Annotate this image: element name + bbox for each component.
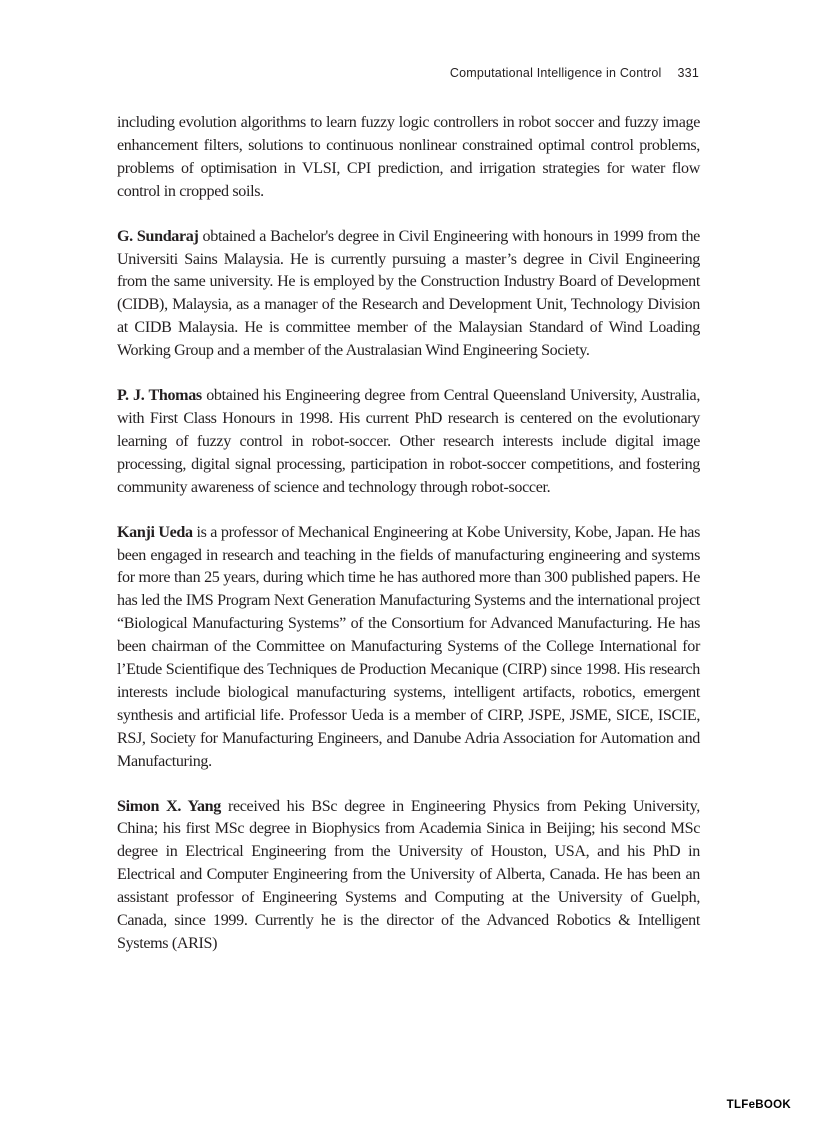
bio-text: received his BSc degree in Engineering Physics from Peking University, China; his first MSc degree in Biophysics from Academia Sinica in Beijing; his second MSc degree in Electrical Engineering from the University of Houston, USA, and his PhD in Electrical and Computer Engineering from the University of Alberta, Canada. He has been an assistant professor of Engineering Systems and Computing at the University of Guelph, Canada, since 1999. Currently he is the director of the Advanced Robotics & Intelligent Systems (ARIS) (117, 797, 700, 952)
bio-yang (117, 796, 700, 956)
page-number: 331 (677, 66, 699, 80)
running-head-title: Computational Intelligence in Control (449, 66, 662, 80)
running-head (450, 66, 699, 80)
bio-text: obtained a Bachelor's degree in Civil Engineering with honours in 1999 from the Universiti Sains Malaysia. He is currently pursuing a master’s degree in Civil Engineering from the same university. He is employed by the Construction Industry Board of Development (CIDB), Malaysia, as a manager of the Research and Development Unit, Technology Division at CIDB Malaysia. He is committee member of the Malaysian Standard of Wind Loading Working Group and a member of the Australasian Wind Engineering Society. (117, 227, 700, 360)
bio-name: Simon X. Yang (117, 797, 221, 815)
bio-name: Kanji Ueda (117, 523, 193, 541)
paragraph-continuation (117, 112, 700, 204)
bio-text: is a professor of Mechanical Engineering at Kobe University, Kobe, Japan. He has been engaged in research and teaching in the fields of manufacturing engineering and systems for more than 25 years, during which time he has authored more than 300 published papers. He has led the IMS Program Next Generation Manufacturing Systems and the international project “Biological Manufacturing Systems” of the Consortium for Advanced Manufacturing. He has been chairman of the Committee on Manufacturing Systems of the College International for l’Etude Scientifique des Techniques de Production Mecanique (CIRP) since 1998. His research interests include biological manufacturing systems, intelligent artifacts, robotics, emergent synthesis and artificial life. Professor Ueda is a member of CIRP, JSPE, JSME, SICE, ISCIE, RSJ, Society for Manufacturing Engineers, and Danube Adria Association for Automation and Manufacturing. (117, 523, 700, 770)
paragraph-text: including evolution algorithms to learn fuzzy logic controllers in robot soccer and fuzzy image enhancement filters, solutions to continuous nonlinear constrained optimal control problems, problems of optimisation in VLSI, CPI prediction, and irrigation strategies for water flow control in cropped soils. (117, 114, 700, 200)
bio-ueda (117, 522, 700, 774)
watermark-label: TLFeBOOK (726, 1099, 791, 1111)
bio-sundaraj (117, 226, 700, 363)
bio-name: P. J. Thomas (117, 387, 202, 405)
bio-thomas (117, 385, 700, 500)
page-body (117, 112, 700, 978)
bio-name: G. Sundaraj (117, 227, 199, 245)
bio-text: obtained his Engineering degree from Central Queensland University, Australia, with First Class Honours in 1998. His current PhD research is centered on the evolutionary learning of fuzzy control in robot-soccer. Other research interests include digital image processing, digital signal processing, participation in robot-soccer competitions, and fostering community awareness of science and technology through robot-soccer. (117, 387, 700, 496)
